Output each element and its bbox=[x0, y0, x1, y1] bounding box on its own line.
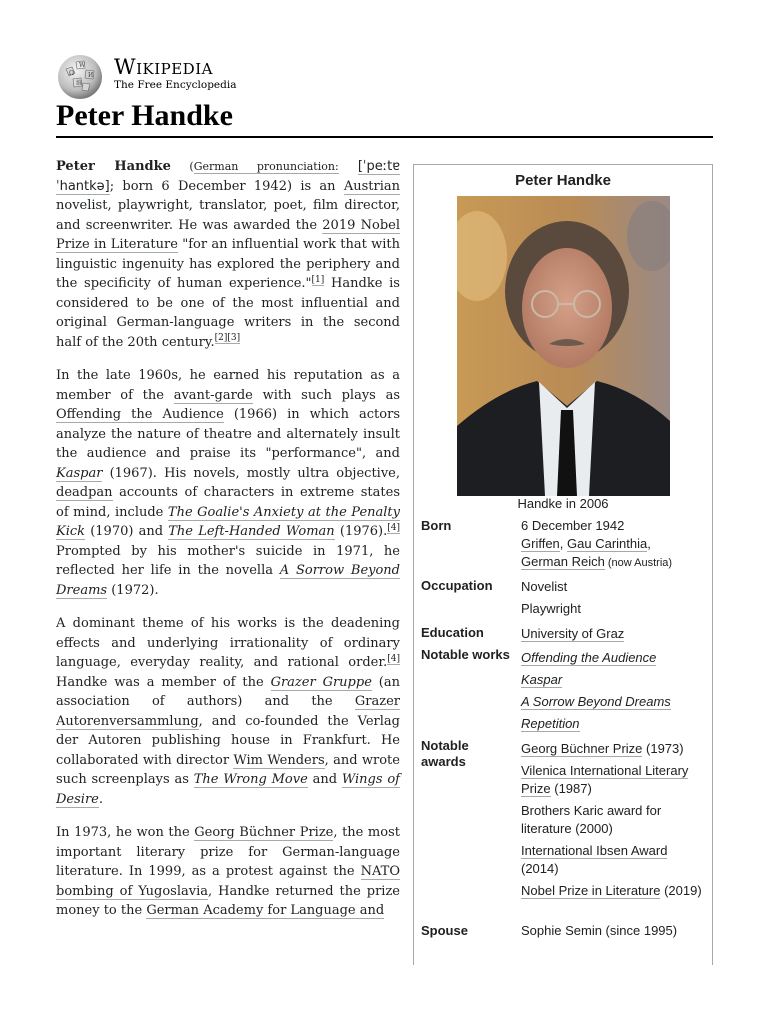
occupation-label: Occupation bbox=[421, 578, 493, 593]
born-date: 6 December 1942 bbox=[521, 518, 625, 533]
link-georg-buchner-prize[interactable]: Georg Büchner Prize bbox=[194, 825, 334, 840]
link-german-reich[interactable]: German Reich bbox=[521, 554, 605, 569]
link-award[interactable]: International Ibsen Award bbox=[521, 843, 668, 858]
text: "for an influential work that with linguistic ingenuity has explored the periphery and the specificity of human experience." bbox=[56, 237, 400, 291]
link-the-wrong-move[interactable]: The Wrong Move bbox=[193, 772, 308, 787]
text: (1966) in which actors analyze the nature of theatre and alternately insult the audience and praise its "performance", and bbox=[56, 407, 400, 461]
link-work-kaspar[interactable]: Kaspar bbox=[521, 672, 563, 687]
link-german-academy[interactable]: German Academy for Language and bbox=[146, 903, 385, 918]
text: (an association of authors) and the bbox=[56, 674, 401, 709]
award-name: Brothers Karic award for literature bbox=[521, 803, 662, 836]
link-nato-bombing[interactable]: NATO bombing of Yugoslavia bbox=[56, 864, 400, 899]
award-item bbox=[521, 740, 706, 758]
photo-caption: Handke in 2006 bbox=[517, 496, 609, 511]
wikipedia-wordmark[interactable]: Wikipedia bbox=[114, 55, 213, 79]
link-left-handed-woman[interactable]: The Left-Handed Woman bbox=[168, 524, 335, 539]
text: , and wrote such screenplays as bbox=[56, 752, 400, 787]
link-offending-the-audience[interactable]: Offending the Audience bbox=[56, 407, 224, 422]
born-label: Born bbox=[421, 518, 452, 533]
paragraph-intro bbox=[56, 157, 400, 352]
born-note: (now Austria) bbox=[604, 557, 673, 569]
text: , bbox=[559, 536, 568, 551]
text: Prompted by his mother's suicide in 1971, he reflected her life in the novella bbox=[56, 543, 400, 578]
spouse-value: Sophie Semin (since 1995) bbox=[521, 923, 678, 938]
link-wings-of-desire[interactable]: Wings of Desire bbox=[56, 772, 400, 807]
link-griffen[interactable]: Griffen bbox=[521, 536, 560, 551]
link-a-sorrow-beyond-dreams[interactable]: A Sorrow Beyond Dreams bbox=[56, 563, 401, 598]
born-value bbox=[521, 517, 706, 572]
citation-4[interactable]: [4] bbox=[387, 522, 400, 533]
link-avant-garde[interactable]: avant-garde bbox=[173, 387, 253, 403]
citation-2-3[interactable]: [2][3] bbox=[214, 333, 241, 344]
text: (1970) and bbox=[85, 524, 169, 539]
occupation-item: Novelist bbox=[521, 579, 568, 594]
wikipedia-tagline: The Free Encyclopedia bbox=[114, 79, 237, 91]
text: , and co-founded the Verlag der Autoren publishing house in Frankfurt. He collaborated with director bbox=[56, 713, 400, 768]
link-austrian[interactable]: Austrian bbox=[343, 178, 400, 194]
works-value bbox=[521, 649, 706, 733]
award-item bbox=[521, 882, 706, 900]
svg-text:И: И bbox=[88, 72, 94, 79]
link-kaspar[interactable]: Kaspar bbox=[56, 465, 103, 481]
text: In 1973, he won the bbox=[56, 825, 195, 840]
text: A dominant theme of his works is the deadening effects and underlying irrationality of ordinary language, everyday reality, and rational order. bbox=[56, 616, 400, 670]
infobox bbox=[413, 164, 713, 965]
article-body bbox=[56, 157, 400, 935]
subject-name: Peter Handke bbox=[56, 159, 171, 174]
award-year: (2000) bbox=[571, 821, 613, 836]
award-item bbox=[521, 802, 706, 838]
education-label: Education bbox=[421, 625, 484, 640]
occupation-item: Playwright bbox=[521, 601, 581, 616]
text: Handke was a member of the bbox=[56, 674, 271, 690]
link-wim-wenders[interactable]: Wim Wenders bbox=[233, 752, 325, 768]
link-work-repetition[interactable]: Repetition bbox=[521, 716, 580, 731]
infobox-title: Peter Handke bbox=[515, 172, 611, 189]
portrait-photo[interactable] bbox=[457, 196, 670, 496]
text: (1972). bbox=[107, 582, 159, 598]
text: ; born 6 December 1942) is an bbox=[109, 178, 344, 194]
citation-1[interactable]: [1] bbox=[311, 274, 325, 285]
citation-4[interactable]: [4] bbox=[387, 653, 400, 664]
award-year: (1987) bbox=[550, 781, 592, 796]
text: ( bbox=[170, 160, 194, 173]
text: , bbox=[647, 536, 651, 551]
award-item bbox=[521, 842, 706, 878]
award-year: (1973) bbox=[642, 741, 684, 756]
link-award[interactable]: Vilenica International Literary Prize bbox=[521, 763, 689, 796]
link-grazer-autorenversammlung[interactable]: Grazer Autorenversammlung bbox=[56, 694, 400, 729]
pronunciation-link[interactable]: German pronunciation: bbox=[193, 160, 339, 173]
award-item bbox=[521, 762, 706, 798]
svg-text:維: 維 bbox=[76, 80, 83, 87]
spouse-label: Spouse bbox=[421, 923, 468, 938]
education-value bbox=[521, 625, 706, 643]
link-award[interactable]: Georg Büchner Prize bbox=[521, 741, 643, 756]
paragraph-awards bbox=[56, 823, 400, 921]
text: . bbox=[98, 791, 103, 807]
awards-value bbox=[521, 740, 706, 900]
wikipedia-globe-icon[interactable] bbox=[56, 53, 104, 101]
link-grazer-gruppe[interactable]: Grazer Gruppe bbox=[270, 674, 372, 690]
occupation-value bbox=[521, 578, 706, 618]
text: with such plays as bbox=[252, 387, 401, 403]
text: novelist, playwright, translator, poet, film director, and screenwriter. He was awarded the bbox=[56, 198, 400, 233]
ipa-link[interactable]: [ˈpeːtɐ ˈhantkə] bbox=[56, 159, 401, 194]
text: (1976). bbox=[334, 524, 388, 539]
link-university-of-graz[interactable]: University of Graz bbox=[521, 626, 625, 641]
text: accounts of characters in extreme states of mind, include bbox=[56, 485, 400, 520]
paragraph-career bbox=[56, 366, 400, 600]
page-title: Peter Handke bbox=[56, 99, 233, 132]
award-year: (2014) bbox=[521, 861, 559, 876]
link-work-offending[interactable]: Offending the Audience bbox=[521, 650, 657, 665]
text: (1967). His novels, mostly ultra objective, bbox=[102, 465, 400, 481]
awards-label: Notable awards bbox=[421, 738, 469, 769]
text: Handke is considered to be one of the most influential and original German-language writers in the second half of the 20th century. bbox=[56, 276, 400, 350]
svg-text:Ω: Ω bbox=[69, 70, 74, 77]
link-gau-carinthia[interactable]: Gau Carinthia bbox=[567, 536, 648, 551]
title-divider bbox=[56, 136, 713, 138]
link-deadpan[interactable]: deadpan bbox=[56, 485, 113, 500]
text: In the late 1960s, he earned his reputation as a member of the bbox=[56, 368, 400, 403]
works-label: Notable works bbox=[421, 647, 510, 662]
link-goalies-anxiety[interactable]: The Goalie's Anxiety at the Penalty Kick bbox=[56, 504, 400, 539]
link-award[interactable]: Nobel Prize in Literature bbox=[521, 883, 661, 898]
text: and bbox=[307, 772, 342, 787]
link-nobel-prize-2019[interactable]: 2019 Nobel Prize in Literature bbox=[56, 217, 400, 252]
text: , the most important literary prize for German-language literature. In 1999, as a protest against the bbox=[56, 825, 400, 879]
link-work-sorrow[interactable]: A Sorrow Beyond Dreams bbox=[521, 694, 671, 709]
paragraph-themes bbox=[56, 614, 400, 809]
award-year: (2019) bbox=[660, 883, 702, 898]
text: , Handke returned the prize money to the bbox=[56, 883, 401, 918]
svg-text:W: W bbox=[79, 62, 86, 69]
